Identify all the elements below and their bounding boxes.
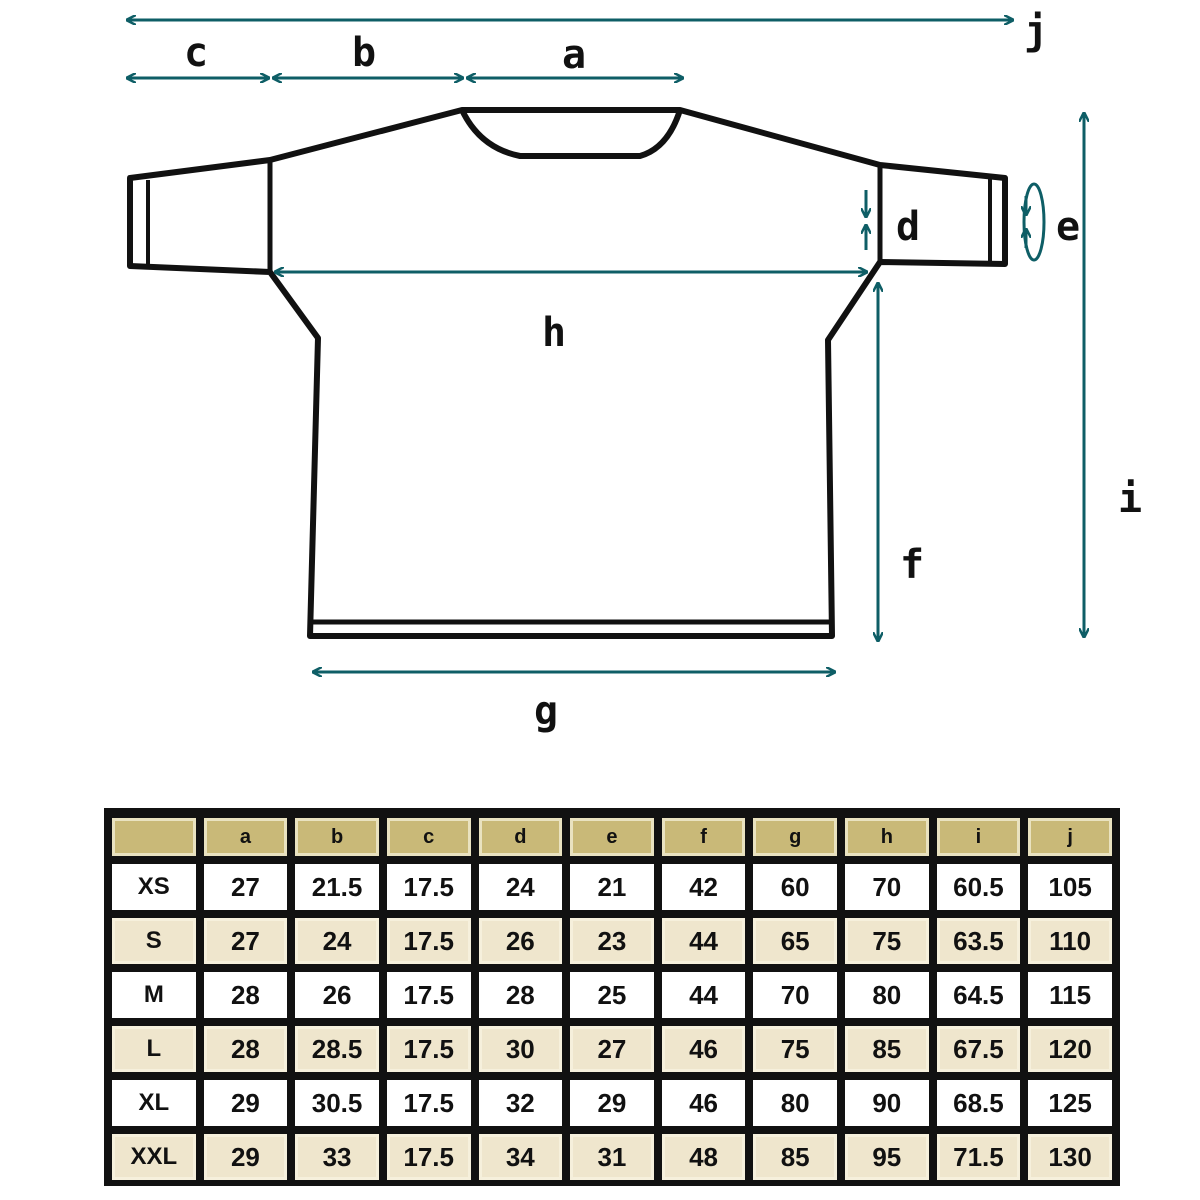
tshirt-outline — [130, 110, 1005, 636]
measurement-cell: 25 — [570, 972, 654, 1018]
measurement-cell: 71.5 — [937, 1134, 1021, 1180]
measurement-cell: 21 — [570, 864, 654, 910]
measurement-cell: 67.5 — [937, 1026, 1021, 1072]
table-row — [112, 918, 1112, 964]
measurement-cell: 32 — [479, 1080, 563, 1126]
column-header-j: j — [1028, 818, 1112, 856]
measurement-cell: 65 — [753, 918, 837, 964]
table-row — [112, 864, 1112, 910]
measurement-cell: 60 — [753, 864, 837, 910]
measurement-cell: 30.5 — [295, 1080, 379, 1126]
measurement-cell: 17.5 — [387, 1080, 471, 1126]
measurement-cell: 17.5 — [387, 864, 471, 910]
column-header-h: h — [845, 818, 929, 856]
measurement-cell: 125 — [1028, 1080, 1112, 1126]
measurement-cell: 24 — [295, 918, 379, 964]
measurement-cell: 46 — [662, 1080, 746, 1126]
measurement-cell: 64.5 — [937, 972, 1021, 1018]
measurement-cell: 29 — [204, 1134, 288, 1180]
measurement-cell: 70 — [845, 864, 929, 910]
size-label-cell: XL — [112, 1080, 196, 1126]
measurement-cell: 24 — [479, 864, 563, 910]
measurement-cell: 31 — [570, 1134, 654, 1180]
column-header-c: c — [387, 818, 471, 856]
measurement-cell: 80 — [753, 1080, 837, 1126]
measurement-cell: 28 — [479, 972, 563, 1018]
size-chart-table — [104, 810, 1120, 1188]
measurement-cell: 17.5 — [387, 918, 471, 964]
measurement-cell: 23 — [570, 918, 654, 964]
measurement-cell: 75 — [753, 1026, 837, 1072]
measurement-cell: 44 — [662, 918, 746, 964]
column-header-g: g — [753, 818, 837, 856]
size-label-cell: S — [112, 918, 196, 964]
table-row — [112, 1026, 1112, 1072]
size-label-cell: M — [112, 972, 196, 1018]
measurement-cell: 28.5 — [295, 1026, 379, 1072]
measurement-cell: 105 — [1028, 864, 1112, 910]
measurement-cell: 17.5 — [387, 1134, 471, 1180]
size-label-cell: XS — [112, 864, 196, 910]
label-a: a — [562, 32, 587, 78]
size-label-cell: XXL — [112, 1134, 196, 1180]
measurement-cell: 110 — [1028, 918, 1112, 964]
measurement-cell: 75 — [845, 918, 929, 964]
measurement-cell: 29 — [570, 1080, 654, 1126]
measurement-cell: 21.5 — [295, 864, 379, 910]
dimension-labels — [184, 8, 1142, 734]
measurement-cell: 115 — [1028, 972, 1112, 1018]
column-header-d: d — [479, 818, 563, 856]
measurement-cell: 33 — [295, 1134, 379, 1180]
measurement-cell: 26 — [479, 918, 563, 964]
measurement-cell: 30 — [479, 1026, 563, 1072]
shirt-body-outline — [130, 110, 1005, 636]
label-c: c — [184, 30, 209, 76]
measurement-cell: 29 — [204, 1080, 288, 1126]
measurement-cell: 68.5 — [937, 1080, 1021, 1126]
table-row — [112, 1134, 1112, 1180]
measurement-cell: 42 — [662, 864, 746, 910]
measurement-cell: 27 — [204, 918, 288, 964]
column-header-e: e — [570, 818, 654, 856]
label-d: d — [896, 204, 921, 250]
measurement-cell: 120 — [1028, 1026, 1112, 1072]
measurement-cell: 28 — [204, 972, 288, 1018]
column-header-a: a — [204, 818, 288, 856]
table-row — [112, 1080, 1112, 1126]
measurement-cell: 90 — [845, 1080, 929, 1126]
label-h: h — [542, 310, 567, 356]
size-label-cell: L — [112, 1026, 196, 1072]
measurement-cell: 44 — [662, 972, 746, 1018]
measurement-cell: 63.5 — [937, 918, 1021, 964]
measurement-cell: 85 — [845, 1026, 929, 1072]
label-b: b — [352, 30, 377, 76]
measurement-cell: 85 — [753, 1134, 837, 1180]
arrow-e-loop — [1024, 184, 1044, 260]
measurement-cell: 17.5 — [387, 1026, 471, 1072]
measurement-cell: 46 — [662, 1026, 746, 1072]
table-row — [112, 972, 1112, 1018]
label-f: f — [900, 542, 925, 588]
header-corner-cell — [112, 818, 196, 856]
size-table-header — [112, 818, 1112, 856]
dimension-arrows — [128, 20, 1084, 672]
measurement-cell: 60.5 — [937, 864, 1021, 910]
measurement-cell: 28 — [204, 1026, 288, 1072]
measurement-cell: 26 — [295, 972, 379, 1018]
measurement-cell: 95 — [845, 1134, 929, 1180]
measurement-cell: 27 — [204, 864, 288, 910]
measurement-cell: 70 — [753, 972, 837, 1018]
measurement-cell: 80 — [845, 972, 929, 1018]
measurement-cell: 17.5 — [387, 972, 471, 1018]
label-i: i — [1118, 476, 1143, 522]
measurement-cell: 34 — [479, 1134, 563, 1180]
size-chart-frame — [104, 808, 1120, 1186]
measurement-cell: 48 — [662, 1134, 746, 1180]
size-table-body — [112, 864, 1112, 1180]
column-header-i: i — [937, 818, 1021, 856]
measurement-cell: 27 — [570, 1026, 654, 1072]
label-j: j — [1024, 8, 1049, 54]
column-header-f: f — [662, 818, 746, 856]
label-g: g — [534, 688, 559, 734]
label-e: e — [1056, 204, 1081, 250]
shirt-neckline — [462, 110, 680, 156]
measurement-cell: 130 — [1028, 1134, 1112, 1180]
column-header-b: b — [295, 818, 379, 856]
